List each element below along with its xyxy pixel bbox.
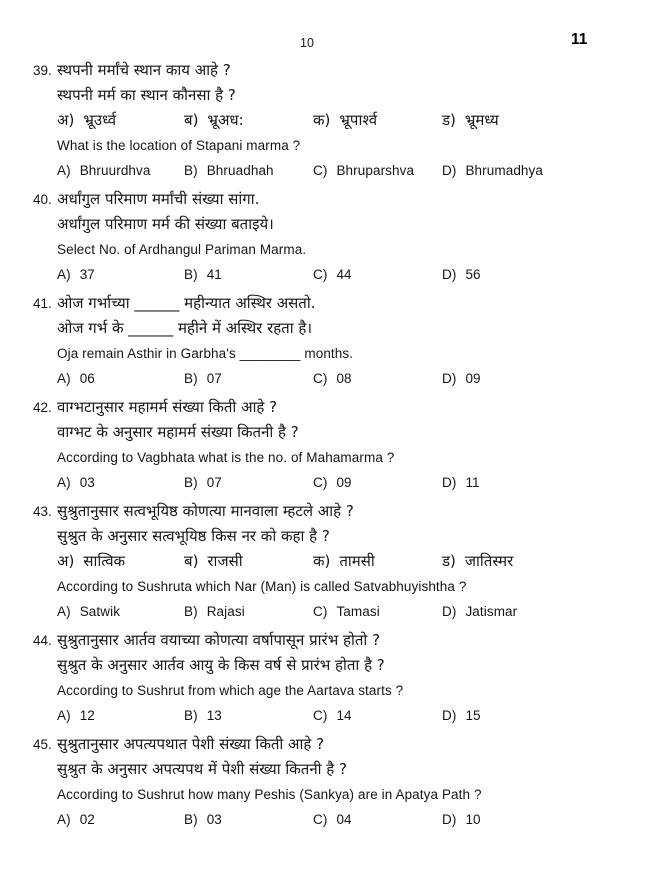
option-text: Bhruparshva (336, 163, 415, 178)
option-label: C) (313, 708, 328, 723)
option-label: C) (313, 812, 328, 827)
question-text-english: According to Sushruta which Nar (Man) is called Satvabhuyishtha ? (57, 579, 467, 594)
question-text-marathi: स्थपनी मर्मांचे स्थान काय आहे ? (57, 61, 231, 79)
option-label: ड) (442, 552, 456, 570)
option-a (57, 599, 184, 624)
option-text: Jatismar (465, 604, 518, 619)
options-row-english (33, 158, 661, 183)
question-text-hindi: सुश्रुत के अनुसार अपत्यपथ में पेशी संख्या कितनी है ? (57, 760, 347, 778)
option-c-dev (313, 108, 442, 133)
option-c (313, 807, 442, 832)
question-45 (33, 732, 661, 832)
option-text: 07 (206, 475, 222, 490)
option-label: D) (442, 371, 457, 386)
option-d-dev (442, 549, 661, 574)
option-d (442, 262, 661, 287)
question-text-hindi: स्थपनी मर्म का स्थान कौनसा है ? (57, 86, 236, 104)
question-line-marathi (33, 291, 661, 316)
options-row-devanagari (33, 108, 661, 133)
option-b-dev (184, 549, 313, 574)
option-b (184, 703, 313, 728)
option-a (57, 703, 184, 728)
option-label: D) (442, 604, 457, 619)
option-a (57, 262, 184, 287)
option-c (313, 366, 442, 391)
question-line-marathi (33, 732, 661, 757)
page-header (0, 0, 661, 58)
option-text: भ्रूमध्य (464, 111, 499, 129)
option-text: Rajasi (206, 604, 245, 619)
option-d (442, 599, 661, 624)
option-label: B) (184, 267, 198, 282)
question-text-hindi: ओज गर्भ के ______ महीने में अस्थिर रहता है। (57, 319, 313, 337)
question-text-english: According to Vagbhata what is the no. of Mahamarma ? (57, 450, 395, 465)
options-row-devanagari (33, 549, 661, 574)
option-text: 08 (336, 371, 352, 386)
option-label: C) (313, 163, 328, 178)
option-a (57, 366, 184, 391)
options-row-english (33, 262, 661, 287)
question-line-marathi (33, 58, 661, 83)
option-text: 12 (79, 708, 95, 723)
question-text-english: According to Sushrut from which age the Aartava starts ? (57, 683, 404, 698)
options-row-english (33, 366, 661, 391)
option-d (442, 366, 661, 391)
option-label: B) (184, 163, 198, 178)
option-label: A) (57, 604, 71, 619)
option-label: A) (57, 708, 71, 723)
question-text-marathi: वाग्भटानुसार महामर्म संख्या किती आहे ? (57, 398, 278, 416)
question-text-hindi: सुश्रुत के अनुसार सत्वभूयिष्ठ किस नर को कहा है ? (57, 527, 330, 545)
question-text-marathi: सुश्रुतानुसार सत्वभूयिष्ठ कोणत्या मानवाला म्हटले आहे ? (57, 502, 354, 520)
option-text: 09 (336, 475, 352, 490)
question-line-marathi (33, 628, 661, 653)
option-text: भ्रूउर्ध्व (83, 111, 117, 129)
option-text: 10 (465, 812, 481, 827)
option-b-dev (184, 108, 313, 133)
option-label: D) (442, 708, 457, 723)
question-number: 42. (33, 400, 52, 415)
option-text: 44 (336, 267, 352, 282)
option-d (442, 158, 661, 183)
option-label: B) (184, 475, 198, 490)
question-text-marathi: ओज गर्भाच्या ______ महीन्यात अस्थिर असतो. (57, 294, 316, 312)
option-label: A) (57, 475, 71, 490)
option-d (442, 470, 661, 495)
question-text-english: Oja remain Asthir in Garbha's ________ months. (57, 346, 354, 361)
option-label: ड) (442, 111, 456, 129)
option-text: 13 (206, 708, 222, 723)
option-text: 02 (79, 812, 95, 827)
option-c (313, 470, 442, 495)
question-number: 43. (33, 504, 52, 519)
option-text: जातिस्मर (464, 552, 514, 570)
option-b (184, 262, 313, 287)
option-label: D) (442, 267, 457, 282)
question-40 (33, 187, 661, 287)
option-c (313, 599, 442, 624)
option-text: 07 (206, 371, 222, 386)
option-text: 06 (79, 371, 95, 386)
option-d (442, 703, 661, 728)
question-text-hindi: अर्धांगुल परिमाण मर्म की संख्या बताइये। (57, 215, 274, 233)
option-a-dev (57, 549, 184, 574)
question-line-marathi (33, 187, 661, 212)
question-number: 39. (33, 63, 52, 78)
option-label: A) (57, 812, 71, 827)
question-43 (33, 499, 661, 624)
option-c (313, 262, 442, 287)
option-label: D) (442, 475, 457, 490)
option-c (313, 703, 442, 728)
question-text-english: Select No. of Ardhangul Pariman Marma. (57, 242, 307, 257)
question-text-hindi: वाग्भट के अनुसार महामर्म संख्या कितनी है ? (57, 423, 299, 441)
page-number-center: 10 (300, 36, 314, 50)
option-text: Bhruurdhva (79, 163, 151, 178)
option-label: A) (57, 163, 71, 178)
option-text: 14 (336, 708, 352, 723)
option-b (184, 470, 313, 495)
option-text: Bhruadhah (206, 163, 274, 178)
option-a (57, 807, 184, 832)
option-label: C) (313, 267, 328, 282)
option-label: C) (313, 371, 328, 386)
option-label: B) (184, 604, 198, 619)
option-a-dev (57, 108, 184, 133)
option-b (184, 158, 313, 183)
option-text: भ्रूपार्श्व (339, 111, 378, 129)
option-label: A) (57, 371, 71, 386)
question-44 (33, 628, 661, 728)
option-d-dev (442, 108, 661, 133)
question-text-hindi: सुश्रुत के अनुसार आर्तव आयु के किस वर्ष से प्रारंभ होता है ? (57, 656, 385, 674)
option-text: 04 (336, 812, 352, 827)
options-row-english (33, 703, 661, 728)
option-c-dev (313, 549, 442, 574)
question-text-english: According to Sushrut how many Peshis (Sankya) are in Apatya Path ? (57, 787, 482, 802)
option-text: 15 (465, 708, 481, 723)
option-label: C) (313, 604, 328, 619)
question-line-marathi (33, 499, 661, 524)
option-label: ब) (184, 111, 199, 129)
options-row-english (33, 807, 661, 832)
options-row-english (33, 470, 661, 495)
option-text: 41 (206, 267, 222, 282)
option-c (313, 158, 442, 183)
question-text-marathi: सुश्रुतानुसार अपत्यपथात पेशी संख्या किती आहे ? (57, 735, 325, 753)
option-text: 37 (79, 267, 95, 282)
question-number: 44. (33, 633, 52, 648)
option-label: B) (184, 812, 198, 827)
question-text-english: What is the location of Stapani marma ? (57, 138, 301, 153)
option-label: अ) (57, 552, 75, 570)
option-label: D) (442, 163, 457, 178)
question-line-marathi (33, 395, 661, 420)
option-text: 11 (465, 475, 480, 490)
option-label: B) (184, 371, 198, 386)
option-label: B) (184, 708, 198, 723)
option-text: 03 (79, 475, 95, 490)
option-a (57, 470, 184, 495)
option-b (184, 807, 313, 832)
option-label: A) (57, 267, 71, 282)
question-42 (33, 395, 661, 495)
option-label: क) (313, 552, 331, 570)
page-number-corner: 11 (571, 31, 588, 48)
option-b (184, 599, 313, 624)
question-number: 45. (33, 737, 52, 752)
option-text: तामसी (339, 552, 375, 570)
option-text: 03 (206, 812, 222, 827)
question-number: 40. (33, 192, 52, 207)
question-41 (33, 291, 661, 391)
option-label: अ) (57, 111, 75, 129)
question-text-marathi: सुश्रुतानुसार आर्तव वयाच्या कोणत्या वर्षापासून प्रारंभ होतो ? (57, 631, 381, 649)
question-39 (33, 58, 661, 183)
option-text: भ्रूअध: (207, 111, 244, 129)
options-row-english (33, 599, 661, 624)
option-d (442, 807, 661, 832)
option-text: 56 (465, 267, 481, 282)
option-text: राजसी (207, 552, 243, 570)
option-label: C) (313, 475, 328, 490)
option-a (57, 158, 184, 183)
option-text: Satwik (79, 604, 121, 619)
question-text-marathi: अर्धांगुल परिमाण मर्मांची संख्या सांगा. (57, 190, 260, 208)
option-label: ब) (184, 552, 199, 570)
option-text: सात्विक (83, 552, 126, 570)
option-label: क) (313, 111, 331, 129)
option-label: D) (442, 812, 457, 827)
option-text: 09 (465, 371, 481, 386)
option-b (184, 366, 313, 391)
question-number: 41. (33, 296, 52, 311)
option-text: Tamasi (336, 604, 380, 619)
option-text: Bhrumadhya (465, 163, 543, 178)
